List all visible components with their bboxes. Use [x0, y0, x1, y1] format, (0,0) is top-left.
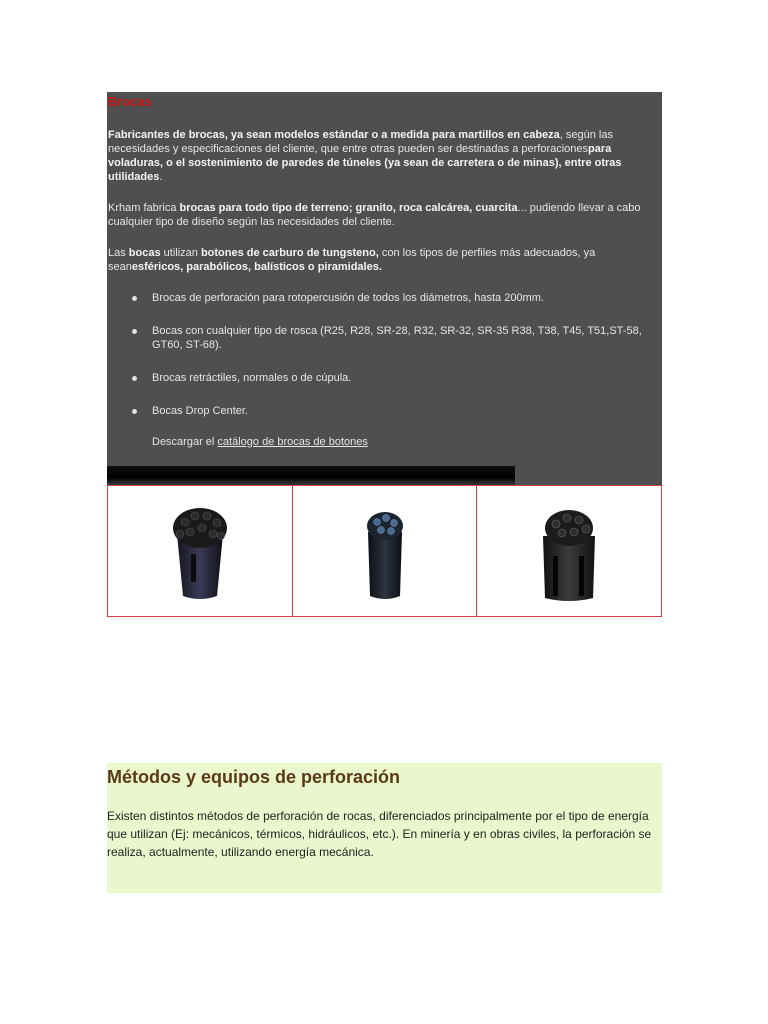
product-image-cell — [293, 485, 478, 617]
brocas-title: Brocas — [108, 94, 153, 109]
panel-shadow-bar — [107, 466, 515, 485]
drill-bit-button-icon — [155, 496, 245, 606]
brocas-paragraph-2: Krham fabrica brocas para todo tipo de terreno; granito, roca calcárea, cuarcita... pudiendo llevar a cabo cualquier tipo de diseño según las necesidades del cliente. — [108, 202, 641, 228]
list-item: Brocas de perforación para rotopercusión de todos los diámetros, hasta 200mm. — [108, 291, 662, 305]
list-item: Bocas Drop Center. — [108, 404, 662, 418]
product-image-row — [107, 485, 662, 617]
metodos-paragraph: Existen distintos métodos de perforación de rocas, diferenciados principalmente por el tipo de energía que utilizan (Ej: mecánicos, térmicos, hidráulicos, etc.). En minería y en obras civiles, la perforación se realiza, actualmente, utilizando energía mecánica. — [107, 809, 652, 859]
product-image-cell — [107, 485, 293, 617]
brocas-paragraph-1: Fabricantes de brocas, ya sean modelos estándar o a medida para martillos en cabeza, según las necesidades y especificaciones del cliente, que entre otras pueden ser destinadas a perforacionespara voladuras, o el sostenimiento de paredes de túneles (ya sean de carretera o de minas), entre otras utilidades. — [108, 129, 622, 183]
list-item: Brocas retráctiles, normales o de cúpula. — [108, 371, 662, 385]
drill-bit-slim-icon — [350, 496, 420, 606]
brocas-bullet-list — [108, 291, 662, 418]
product-image-cell — [477, 485, 662, 617]
catalog-link[interactable]: catálogo de brocas de botones — [217, 436, 368, 448]
drill-bit-retractable-icon — [529, 496, 609, 606]
brocas-paragraph-3: Las bocas utilizan botones de carburo de tungsteno, con los tipos de perfiles más adecuados, ya seanesféricos, parabólicos, balísticos o piramidales. — [108, 247, 596, 273]
download-line: Descargar el catálogo de brocas de botones — [152, 436, 368, 448]
brocas-panel — [107, 92, 662, 485]
list-item: Bocas con cualquier tipo de rosca (R25, R28, SR-28, R32, SR-32, SR-35 R38, T38, T45, T51,ST-58, GT60, ST-68). — [108, 324, 662, 352]
metodos-section — [107, 763, 662, 893]
metodos-title: Métodos y equipos de perforación — [107, 767, 401, 787]
